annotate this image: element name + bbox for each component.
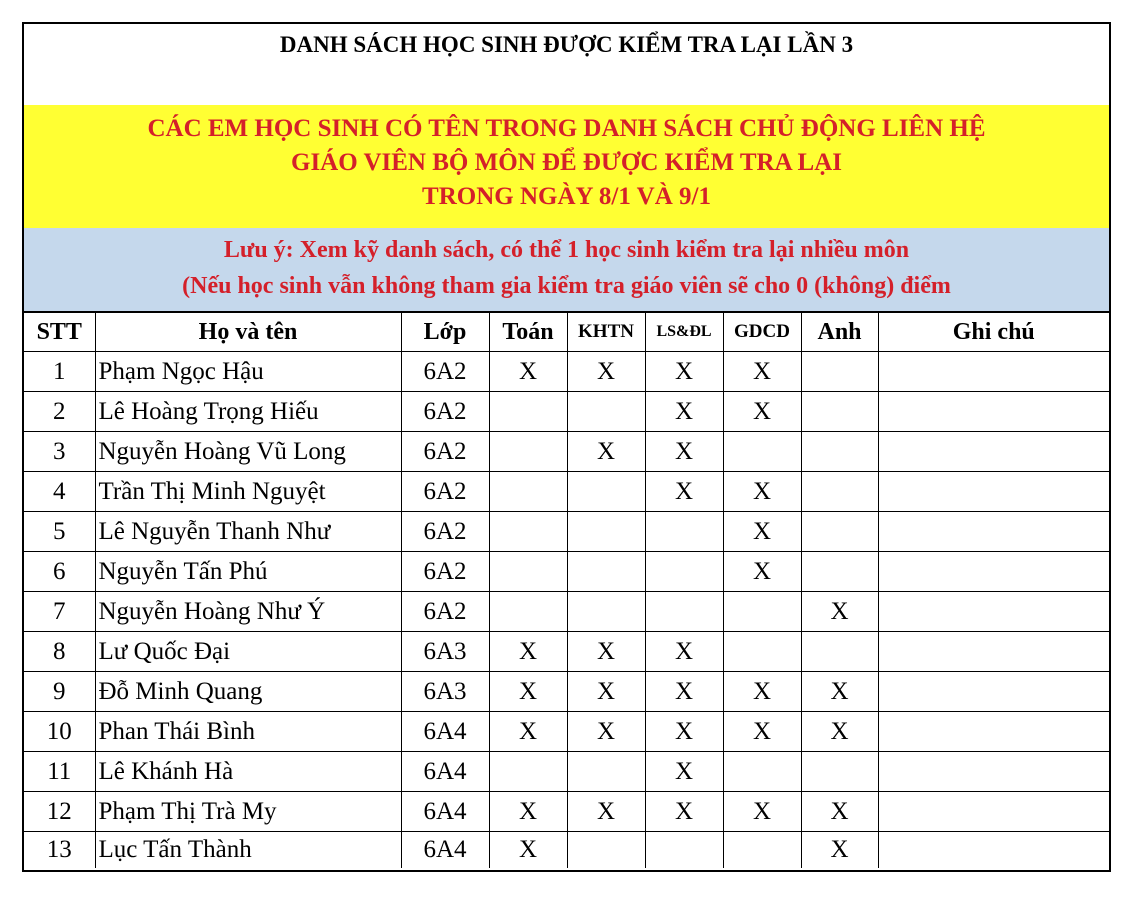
cell-class[interactable]: 6A2 xyxy=(401,472,489,512)
header-class: Lớp xyxy=(401,313,489,352)
header-lsdl: LS&ĐL xyxy=(645,313,723,352)
cell-name[interactable]: Phạm Thị Trà My xyxy=(95,792,401,832)
cell-lsdl[interactable] xyxy=(645,552,723,592)
cell-class[interactable]: 6A3 xyxy=(401,672,489,712)
cell-stt[interactable]: 5 xyxy=(24,512,95,552)
cell-khtn[interactable] xyxy=(567,592,645,632)
cell-lsdl[interactable] xyxy=(645,832,723,869)
cell-anh[interactable]: X xyxy=(801,792,878,832)
table-row xyxy=(24,352,1109,392)
cell-toan[interactable] xyxy=(489,472,567,512)
header-anh: Anh xyxy=(801,313,878,352)
cell-ghichu[interactable] xyxy=(878,512,1109,552)
cell-ghichu[interactable] xyxy=(878,672,1109,712)
cell-gdcd[interactable]: X xyxy=(723,352,801,392)
note-line-2: (Nếu học sinh vẫn không tham gia kiểm tra giáo viên sẽ cho 0 (không) điểm xyxy=(182,273,951,299)
cell-name[interactable]: Đỗ Minh Quang xyxy=(95,672,401,712)
cell-class[interactable]: 6A4 xyxy=(401,712,489,752)
cell-name[interactable]: Lê Nguyễn Thanh Như xyxy=(95,512,401,552)
cell-lsdl[interactable]: X xyxy=(645,712,723,752)
cell-lsdl[interactable] xyxy=(645,512,723,552)
cell-ghichu[interactable] xyxy=(878,792,1109,832)
cell-anh[interactable] xyxy=(801,432,878,472)
cell-anh[interactable] xyxy=(801,392,878,432)
cell-name[interactable]: Lục Tấn Thành xyxy=(95,832,401,869)
cell-ghichu[interactable] xyxy=(878,432,1109,472)
cell-gdcd[interactable] xyxy=(723,432,801,472)
cell-name[interactable]: Lư Quốc Đại xyxy=(95,632,401,672)
cell-ghichu[interactable] xyxy=(878,752,1109,792)
cell-stt[interactable]: 3 xyxy=(24,432,95,472)
cell-ghichu[interactable] xyxy=(878,472,1109,512)
cell-lsdl[interactable]: X xyxy=(645,752,723,792)
notice-line-1: CÁC EM HỌC SINH CÓ TÊN TRONG DANH SÁCH CHỦ ĐỘNG LIÊN HỆ xyxy=(147,115,986,142)
table-row xyxy=(24,712,1109,752)
cell-stt[interactable]: 4 xyxy=(24,472,95,512)
cell-class[interactable]: 6A2 xyxy=(401,392,489,432)
cell-toan[interactable]: X xyxy=(489,712,567,752)
cell-anh[interactable] xyxy=(801,632,878,672)
cell-khtn[interactable]: X xyxy=(567,672,645,712)
cell-toan[interactable]: X xyxy=(489,352,567,392)
cell-khtn[interactable]: X xyxy=(567,632,645,672)
cell-toan[interactable] xyxy=(489,592,567,632)
cell-gdcd[interactable] xyxy=(723,632,801,672)
cell-anh[interactable] xyxy=(801,752,878,792)
cell-anh[interactable] xyxy=(801,472,878,512)
cell-khtn[interactable]: X xyxy=(567,352,645,392)
cell-stt[interactable]: 6 xyxy=(24,552,95,592)
cell-lsdl[interactable]: X xyxy=(645,392,723,432)
table-row xyxy=(24,432,1109,472)
cell-lsdl[interactable]: X xyxy=(645,632,723,672)
header-ghichu: Ghi chú xyxy=(878,313,1109,352)
cell-class[interactable]: 6A2 xyxy=(401,352,489,392)
cell-toan[interactable]: X xyxy=(489,792,567,832)
cell-toan[interactable] xyxy=(489,392,567,432)
cell-class[interactable]: 6A4 xyxy=(401,752,489,792)
cell-lsdl[interactable]: X xyxy=(645,432,723,472)
cell-khtn[interactable]: X xyxy=(567,712,645,752)
table-row xyxy=(24,552,1109,592)
cell-gdcd[interactable] xyxy=(723,752,801,792)
cell-khtn[interactable]: X xyxy=(567,792,645,832)
cell-stt[interactable]: 10 xyxy=(24,712,95,752)
notice-line-3: TRONG NGÀY 8/1 VÀ 9/1 xyxy=(422,183,711,210)
cell-gdcd[interactable]: X xyxy=(723,512,801,552)
cell-anh[interactable] xyxy=(801,512,878,552)
note-banner xyxy=(24,228,1109,313)
cell-name[interactable]: Phan Thái Bình xyxy=(95,712,401,752)
cell-lsdl[interactable]: X xyxy=(645,472,723,512)
cell-class[interactable]: 6A2 xyxy=(401,552,489,592)
table-row xyxy=(24,672,1109,712)
cell-class[interactable]: 6A4 xyxy=(401,792,489,832)
cell-khtn[interactable] xyxy=(567,512,645,552)
header-gdcd: GDCD xyxy=(723,313,801,352)
cell-class[interactable]: 6A2 xyxy=(401,512,489,552)
table-row xyxy=(24,512,1109,552)
cell-anh[interactable]: X xyxy=(801,672,878,712)
cell-name[interactable]: Nguyễn Tấn Phú xyxy=(95,552,401,592)
cell-stt[interactable]: 9 xyxy=(24,672,95,712)
cell-anh[interactable]: X xyxy=(801,832,878,869)
cell-toan[interactable]: X xyxy=(489,832,567,869)
cell-toan[interactable]: X xyxy=(489,632,567,672)
cell-stt[interactable]: 12 xyxy=(24,792,95,832)
cell-ghichu[interactable] xyxy=(878,352,1109,392)
cell-name[interactable]: Nguyễn Hoàng Như Ý xyxy=(95,592,401,632)
cell-anh[interactable]: X xyxy=(801,592,878,632)
cell-ghichu[interactable] xyxy=(878,552,1109,592)
table-row xyxy=(24,832,1109,869)
spreadsheet xyxy=(22,22,1111,872)
table-row xyxy=(24,632,1109,672)
cell-stt[interactable]: 2 xyxy=(24,392,95,432)
table-header-row xyxy=(24,313,1109,352)
header-toan: Toán xyxy=(489,313,567,352)
header-name: Họ và tên xyxy=(95,313,401,352)
cell-name[interactable]: Nguyễn Hoàng Vũ Long xyxy=(95,432,401,472)
cell-class[interactable]: 6A3 xyxy=(401,632,489,672)
cell-class[interactable]: 6A2 xyxy=(401,592,489,632)
cell-lsdl[interactable]: X xyxy=(645,352,723,392)
table-row xyxy=(24,472,1109,512)
cell-stt[interactable]: 7 xyxy=(24,592,95,632)
cell-khtn[interactable] xyxy=(567,832,645,869)
header-stt: STT xyxy=(24,313,95,352)
cell-khtn[interactable] xyxy=(567,552,645,592)
cell-anh[interactable] xyxy=(801,552,878,592)
cell-anh[interactable] xyxy=(801,352,878,392)
table-row xyxy=(24,592,1109,632)
note-line-1: Lưu ý: Xem kỹ danh sách, có thể 1 học sinh kiểm tra lại nhiều môn xyxy=(223,237,910,263)
cell-stt[interactable]: 8 xyxy=(24,632,95,672)
cell-ghichu[interactable] xyxy=(878,392,1109,432)
cell-gdcd[interactable] xyxy=(723,592,801,632)
cell-toan[interactable] xyxy=(489,552,567,592)
cell-stt[interactable]: 13 xyxy=(24,832,95,869)
cell-gdcd[interactable] xyxy=(723,832,801,869)
table-row xyxy=(24,752,1109,792)
cell-ghichu[interactable] xyxy=(878,632,1109,672)
cell-name[interactable]: Lê Hoàng Trọng Hiếu xyxy=(95,392,401,432)
notice-line-2: GIÁO VIÊN BỘ MÔN ĐỂ ĐƯỢC KIỂM TRA LẠI xyxy=(291,149,842,176)
page-title xyxy=(24,24,1109,105)
cell-stt[interactable]: 11 xyxy=(24,752,95,792)
notice-banner xyxy=(24,105,1109,228)
cell-name[interactable]: Lê Khánh Hà xyxy=(95,752,401,792)
title-text: DANH SÁCH HỌC SINH ĐƯỢC KIỂM TRA LẠI LẦN 3 xyxy=(279,32,854,57)
table-row xyxy=(24,792,1109,832)
cell-toan[interactable] xyxy=(489,752,567,792)
cell-toan[interactable] xyxy=(489,432,567,472)
cell-gdcd[interactable]: X xyxy=(723,672,801,712)
cell-toan[interactable] xyxy=(489,512,567,552)
cell-lsdl[interactable] xyxy=(645,592,723,632)
cell-khtn[interactable] xyxy=(567,472,645,512)
header-khtn: KHTN xyxy=(567,313,645,352)
student-table xyxy=(24,313,1109,868)
cell-gdcd[interactable]: X xyxy=(723,472,801,512)
cell-gdcd[interactable]: X xyxy=(723,712,801,752)
cell-ghichu[interactable] xyxy=(878,592,1109,632)
cell-anh[interactable]: X xyxy=(801,712,878,752)
cell-class[interactable]: 6A4 xyxy=(401,832,489,869)
cell-name[interactable]: Trần Thị Minh Nguyệt xyxy=(95,472,401,512)
cell-khtn[interactable]: X xyxy=(567,432,645,472)
cell-lsdl[interactable]: X xyxy=(645,672,723,712)
cell-class[interactable]: 6A2 xyxy=(401,432,489,472)
cell-gdcd[interactable]: X xyxy=(723,552,801,592)
cell-khtn[interactable] xyxy=(567,752,645,792)
cell-gdcd[interactable]: X xyxy=(723,392,801,432)
cell-name[interactable]: Phạm Ngọc Hậu xyxy=(95,352,401,392)
cell-ghichu[interactable] xyxy=(878,832,1109,869)
cell-lsdl[interactable]: X xyxy=(645,792,723,832)
cell-ghichu[interactable] xyxy=(878,712,1109,752)
cell-gdcd[interactable]: X xyxy=(723,792,801,832)
cell-khtn[interactable] xyxy=(567,392,645,432)
cell-stt[interactable]: 1 xyxy=(24,352,95,392)
table-row xyxy=(24,392,1109,432)
cell-toan[interactable]: X xyxy=(489,672,567,712)
